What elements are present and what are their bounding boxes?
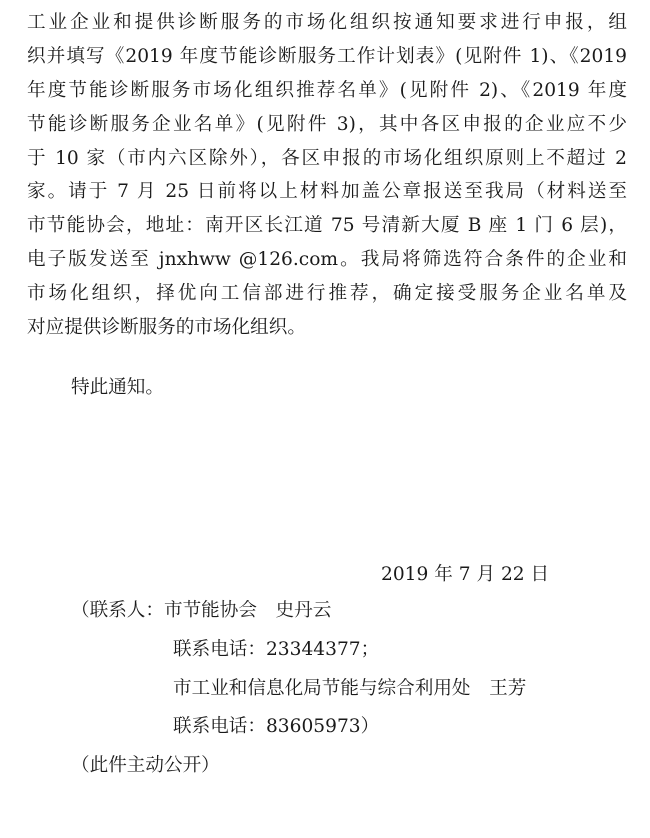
body-line: 家。请于 7 月 25 日前将以上材料加盖公章报送至我局（材料送至: [27, 181, 627, 203]
body-line: 织并填写《2019 年度节能诊断服务工作计划表》(见附件 1)、《2019: [27, 45, 627, 67]
contact-person-1: （联系人：市节能协会 史丹云: [71, 600, 332, 621]
body-line: 年度节能诊断服务市场化组织推荐名单》(见附件 2)、《2019 年度: [27, 79, 627, 101]
body-line: 电子版发送至 jnxhww @126.com。我局将筛选符合条件的企业和: [27, 249, 627, 271]
closing-remark: 特此通知。: [71, 377, 164, 398]
disclosure-note: （此件主动公开）: [71, 755, 220, 776]
body-line: 市场化组织，择优向工信部进行推荐，确定接受服务企业名单及: [27, 283, 627, 305]
body-line: 对应提供诊断服务的市场化组织。: [27, 317, 306, 339]
notice-body: [27, 6, 627, 345]
contact-phone-1: 联系电话：23344377；: [173, 639, 380, 660]
signature-date: 2019 年 7 月 22 日: [381, 564, 550, 585]
contact-phone-2: 联系电话：83605973）: [173, 716, 380, 737]
body-line: 工业企业和提供诊断服务的市场化组织按通知要求进行申报，组: [27, 12, 627, 33]
body-line: 市节能协会，地址：南开区长江道 75 号清新大厦 B 座 1 门 6 层)，: [27, 215, 627, 237]
contact-person-2: 市工业和信息化局节能与综合利用处 王芳: [173, 678, 527, 699]
body-line: 于 10 家（市内六区除外），各区申报的市场化组织原则上不超过 2: [27, 147, 627, 169]
body-line: 节能诊断服务企业名单》(见附件 3)，其中各区申报的企业应不少: [27, 113, 627, 135]
